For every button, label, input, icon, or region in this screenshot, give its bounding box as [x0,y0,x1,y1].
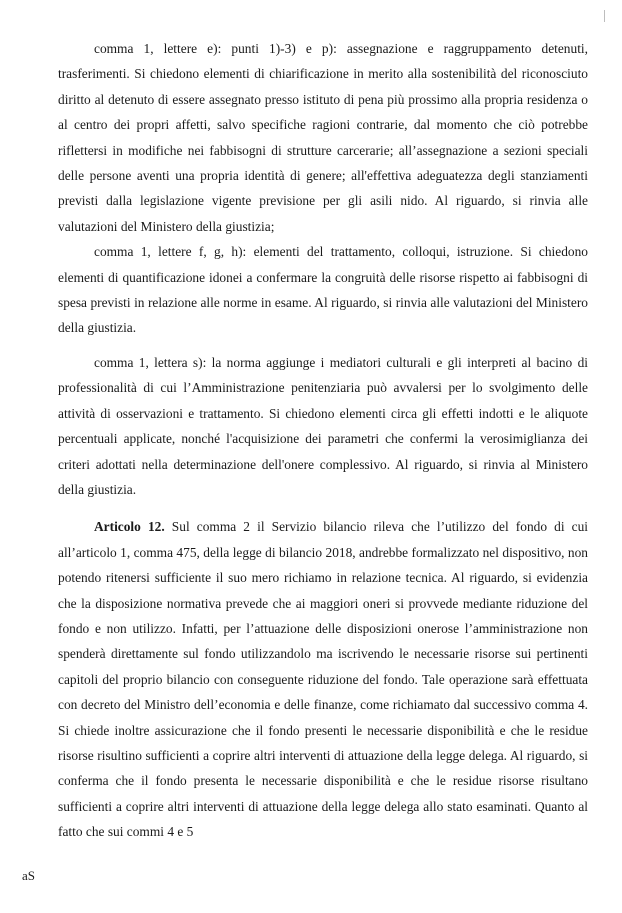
footer-mark: aS [22,868,35,883]
paragraph-text: comma 1, lettera s): la norma aggiunge i mediatori culturali e gli interpreti al bacino di professionalità di cui l’Amministrazione penitenziaria può avvalersi per lo svolgimento delle attività di osservazioni e trattamento. Si chiedono elementi circa gli effetti indotti e le aliquote percentuali applicate, nonché l'acquisizione dei parametri che confermi la verosimiglianza dei criteri adottati nella determinazione dell'onere complessivo. Al riguardo, si rinvia al Ministero della giustizia. [58,354,588,497]
paragraph-text: Sul comma 2 il Servizio bilancio rileva che l’utilizzo del fondo di cui all’articolo 1, comma 475, della legge di bilancio 2018, andrebbe formalizzato nel dispositivo, non potendo ritenersi sufficiente il suo mero richiamo in relazione tecnica. Al riguardo, si evidenzia che la disposizione normativa prevede che ai maggiori oneri si provvede mediante riduzione del fondo e non utilizzo. Infatti, per l’attuazione delle disposizioni onerose l’amministrazione non spenderà direttamente sul fondo utilizzandolo ma iscrivendo le necessarie risorse sui pertinenti capitoli del proprio bilancio con conseguente riduzione del fondo. Tale operazione sarà effettuata con decreto del Ministro dell’economia e delle finanze, come richiamato dal successivo comma 4. Si chiede inoltre assicurazione che il fondo presenti le necessarie disponibilità e che le residue risorse risultino sufficienti a coprire altri interventi di attuazione della legge delega. Al riguardo, si conferma che il fondo presenta le necessarie disponibilità e che le residue risorse risultano sufficienti a coprire altri interventi di attuazione della legge delega allo stato esaminati. Quanto al fatto che sui commi 4 e 5 [58,519,589,840]
scan-artifact [604,10,605,22]
paragraph-comma-1-lettere-f-g-h [58,239,588,341]
paragraph-comma-1-lettere-e-p [58,36,588,239]
document-body [58,36,588,845]
paragraph-articolo-12 [58,514,588,844]
paragraph-comma-1-lettera-s [58,350,588,502]
paragraph-text: comma 1, lettere f, g, h): elementi del trattamento, colloqui, istruzione. Si chiedono elementi di quantificazione idonei a confermare la congruità delle risorse rispetto ai fabbisogni di spesa previsti in relazione alle norme in esame. Al riguardo, si rinvia alle valutazioni del Ministero della giustizia. [58,244,588,336]
paragraph-text: comma 1, lettere e): punti 1)-3) e p): assegnazione e raggruppamento detenuti, trasferimenti. Si chiedono elementi di chiarificazione in merito alla sostenibilità del riconosciuto diritto al detenuto di essere assegnato presso istituto di pena più prossimo alla propria residenza o al centro dei propri affetti, salvo specifiche ragioni contrarie, dal momento che ciò potrebbe riflettersi in modifiche nei fabbisogni di strutture carcerarie; all’assegnazione a sezioni speciali delle persone aventi una propria identità di genere; all'effettiva adeguatezza degli stanziamenti previsti dalla legislazione vigente previsione per gli asili nido. Al riguardo, si rinvia alle valutazioni del Ministero della giustizia; [58,41,588,234]
article-heading: Articolo 12. [94,519,165,535]
